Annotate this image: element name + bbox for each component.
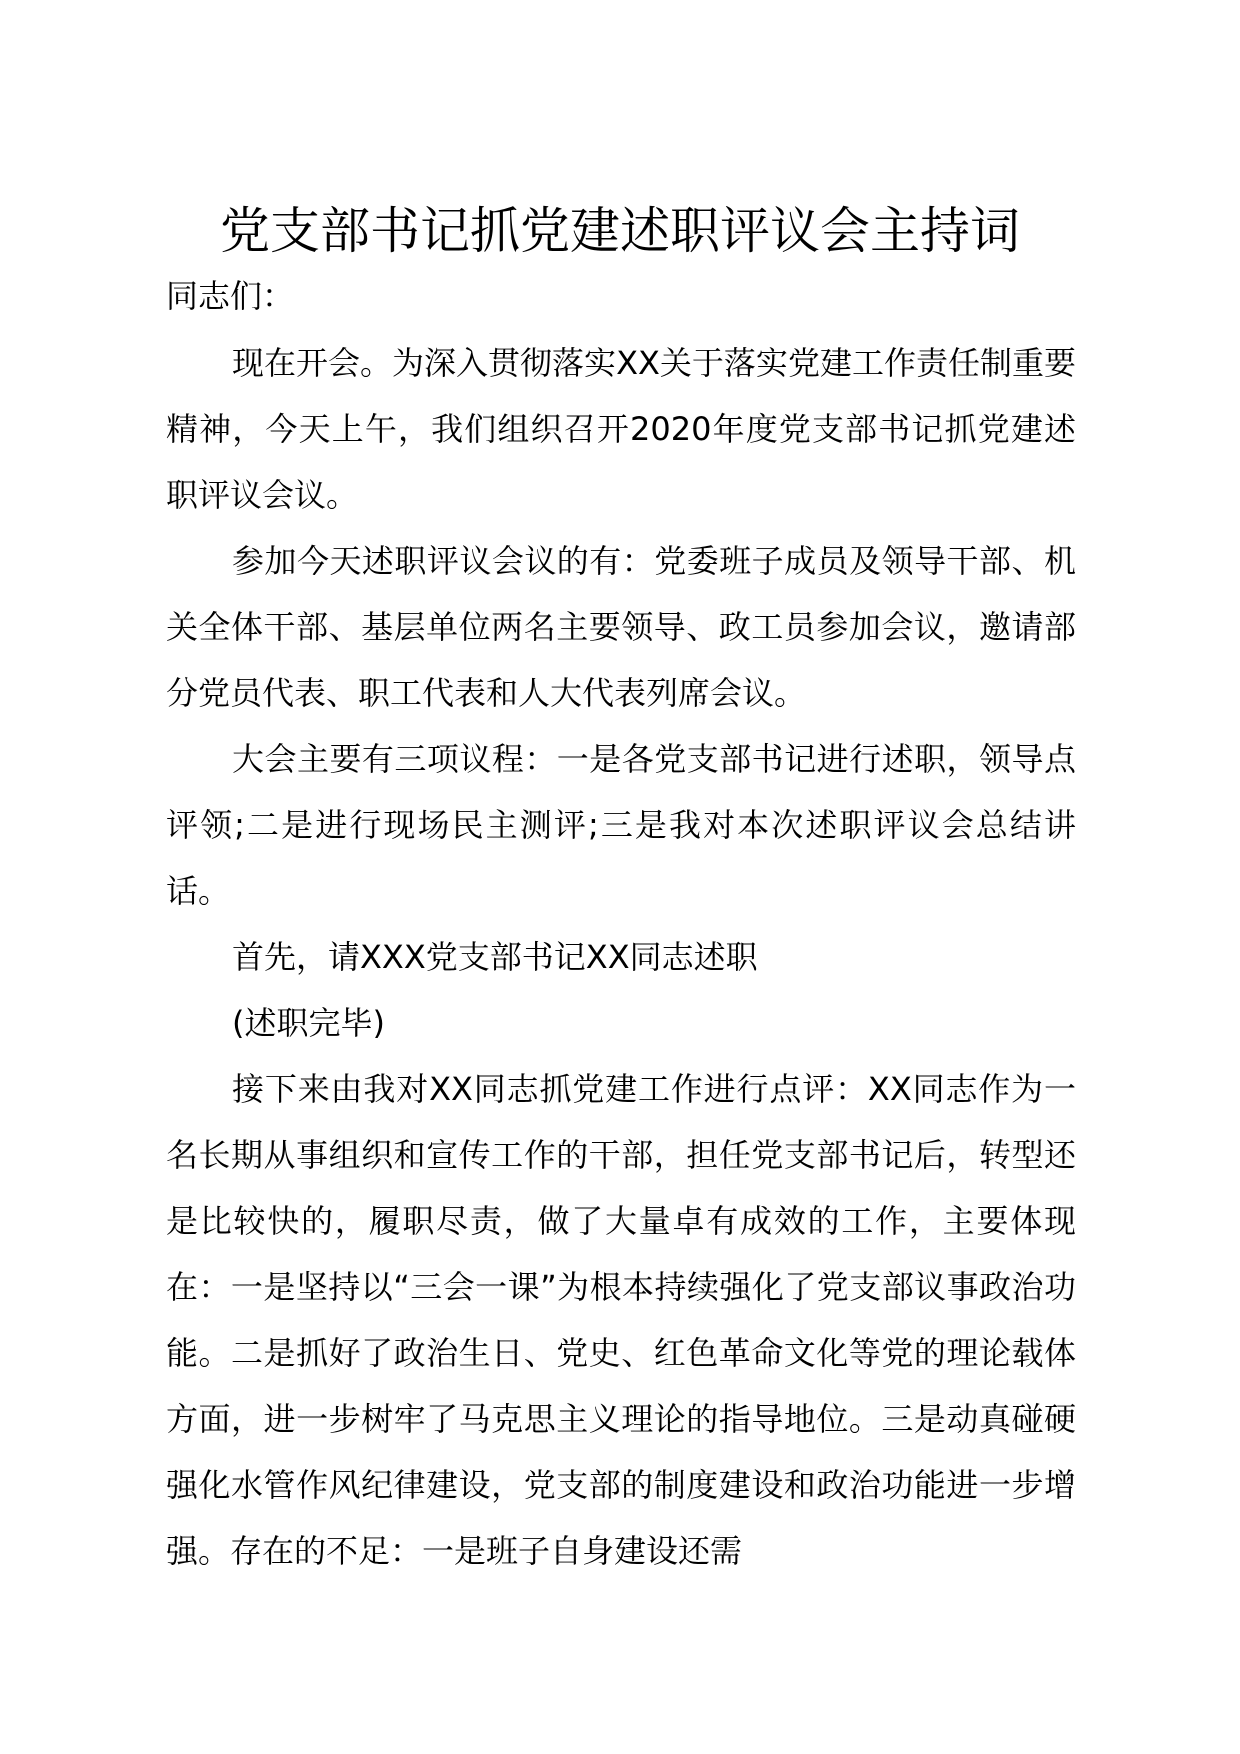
- paragraph-stage-note: (述职完毕): [232, 1004, 385, 1042]
- paragraph-agenda: 大会主要有三项议程：一是各党支部书记进行述职，领导点评领;二是进行现场民主测评;三是我对本次述职评议会总结讲话。: [166, 740, 1076, 910]
- document-title: 党支部书记抓党建述职评议会主持词: [220, 202, 1020, 260]
- paragraph-first-speaker: 首先，请XXX党支部书记XX同志述职: [232, 938, 758, 976]
- greeting: 同志们：: [166, 277, 295, 315]
- document-body: [166, 330, 1076, 1584]
- paragraph-opening: 现在开会。为深入贯彻落实XX关于落实党建工作责任制重要精神，今天上午，我们组织召开2020年度党支部书记抓党建述职评议会议。: [166, 344, 1076, 514]
- paragraph-attendees: 参加今天述职评议会议的有：党委班子成员及领导干部、机关全体干部、基层单位两名主要领导、政工员参加会议，邀请部分党员代表、职工代表和人大代表列席会议。: [166, 542, 1076, 712]
- paragraph-review: 接下来由我对XX同志抓党建工作进行点评：XX同志作为一名长期从事组织和宣传工作的干部，担任党支部书记后，转型还是比较快的，履职尽责，做了大量卓有成效的工作，主要体现在：一是坚持以“三会一课”为根本持续强化了党支部议事政治功能。二是抓好了政治生日、党史、红色革命文化等党的理论载体方面，进一步树牢了马克思主义理论的指导地位。三是动真碰硬强化水管作风纪律建设，党支部的制度建设和政治功能进一步增强。存在的不足：一是班子自身建设还需: [166, 1070, 1076, 1570]
